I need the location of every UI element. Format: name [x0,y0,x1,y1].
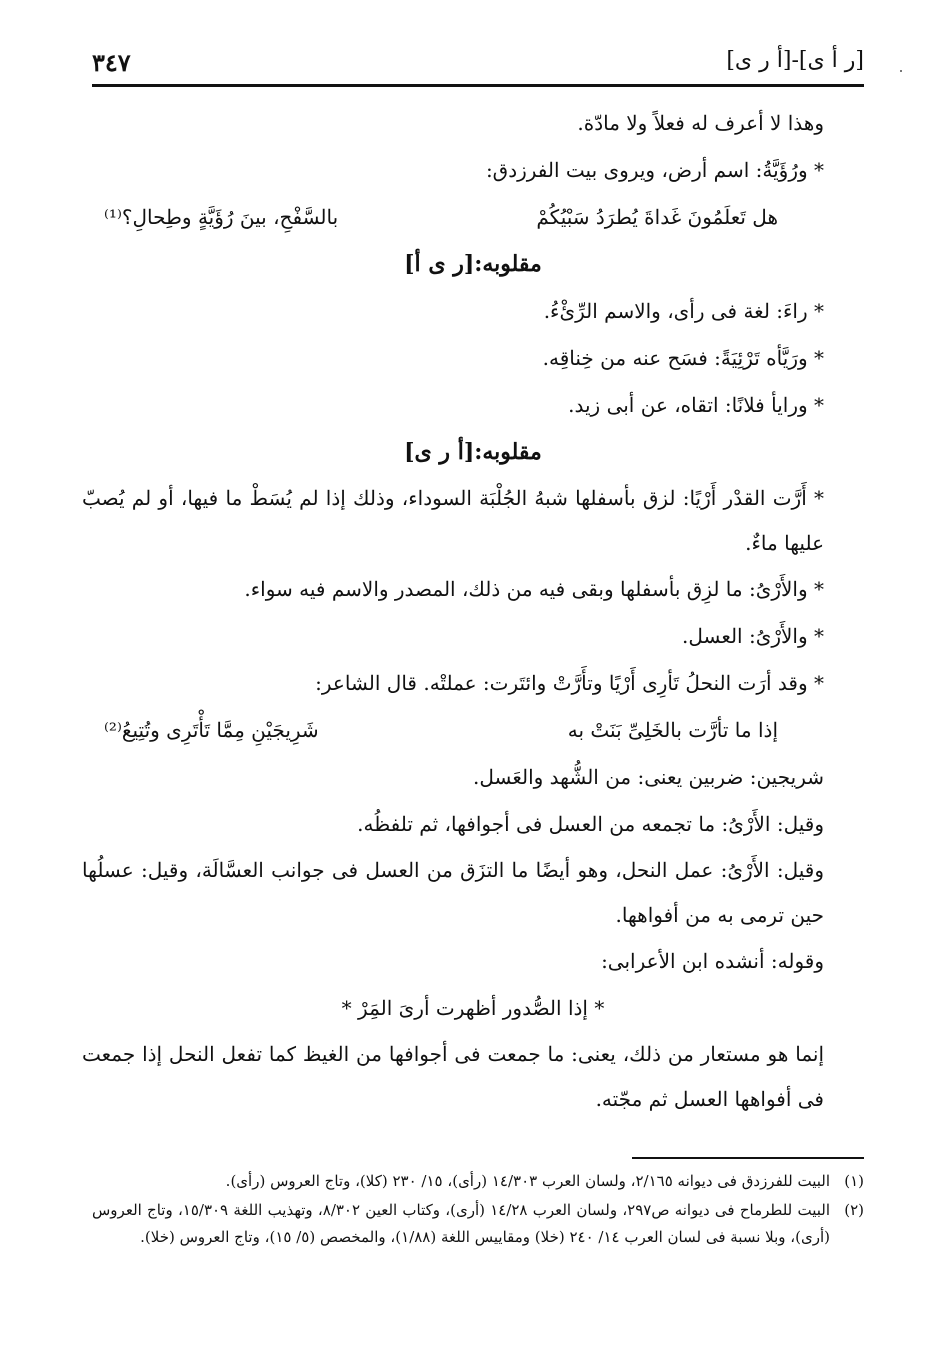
root-label: [ر أ ى]-[أ ر ى] [726,48,864,73]
entry-line: * ورُؤَيَّةُ: اسم أرض، ويروى بيت الفرزدق: [485,158,824,182]
footnote-number: (٢) [844,1201,864,1219]
poetry-verse [82,707,864,754]
entry-line: * وقد أرَت النحلُ تَأرِى أَرْيًا وتأَرَّتْ وائتَرت: عملتْه. قال الشاعر: [315,671,824,695]
text-line: شريجين: ضربين يعنى: من الشُّهد والعَسل. [472,765,824,789]
text-paragraph: وقيل: الأَرْىُ: عمل النحل، وهو أيضًا ما التزَق من العسل فى جوانب العسَّالَة، وقيل: عسلُها حين ترمى به من أفواهها. [82,858,824,927]
entry-line: * والأَرْىُ: ما لزِق بأسفلها وبقى فيه من ذلك، المصدر والاسم فيه سواء. [244,577,824,601]
footnote-number: (١) [844,1172,864,1190]
entry-line: * ورايأ فلانًا: اتقاه، عن أبى زيد. [568,393,824,417]
verse-second-hemistich: بالسَّفْحِ، بينَ رُؤَيَّةٍ وطِحالِ؟⁽¹⁾ [104,205,339,229]
verse-first-hemistich: إذا ما تأرَّت بالخَلِىِّ بَنَتْ به [567,718,778,742]
verse-first-hemistich: هل تَعلَمُونَ غَداةَ يُطرَدُ سَبْيُكُمْ [536,205,778,229]
poetry-verse [82,194,864,241]
text-paragraph: إنما هو مستعار من ذلك، يعنى: ما جمعت فى أجوافها من الغيظ كما تفعل النحل إذا جمعت فى أفواهها العسل ثم مجّته. [82,1042,824,1111]
entry-line: * والأَرْىُ: العسل. [681,624,824,648]
footnote [92,1197,864,1251]
page-header [92,48,864,82]
subheading: مقلوبه:[أ ر ى] [404,439,542,465]
footnote-rule [632,1157,864,1159]
entry-line: * ورَيَّأه تَرْئِيَةً: فسَح عنه من خِناقِه. [542,346,824,370]
entry-paragraph: * أَرَّت القدْر أَرْيًا: لزق بأسفلها شبهُ الجُلْبَة السوداء، وذلك إذا لم يُسَطْ ما فيها، أو لم يُصبّ عليها ماءٌ. [82,486,824,555]
entry-line: * راءَ: لغة فى رأى، والاسم الرِّئْءُ. [543,299,824,323]
footnote [92,1168,864,1195]
main-text [82,100,864,1122]
text-line: وقوله: أنشده ابن الأعرابى: [601,949,824,973]
subheading: مقلوبه:[ر ى أ] [404,251,542,277]
text-line: وهذا لا أعرف له فعلاً ولا مادّة. [577,111,824,135]
speck [900,70,902,72]
text-line: وقيل: الأَرْىُ: ما تجمعه من العسل فى أجوافها، ثم تلفظُه. [357,812,824,836]
footnote-text: البيت للطرماح فى ديوانه ص٢٩٧، ولسان العرب ١٤/٢٨ (أرى)، وكتاب العين ٨/٣٠٢، وتهذيب اللغة ١٥/٣٠٩، وتاج العروس (أرى)، وبلا نسبة فى لسان العرب ١٤/ ٢٤٠ (خلا) ومقاييس اللغة (١/٨٨)، والمخصص (٥/ ١٥)، وتاج العروس (خلا). [92,1201,830,1246]
quoted-verse: * إذا الصُّدور أظهرت أرىَ المَِرْ * [341,996,605,1020]
footnotes [92,1168,864,1253]
footnote-text: البيت للفرزدق فى ديوانه ٢/١٦٥، ولسان العرب ١٤/٣٠٣ (رأى)، ١٥/ ٢٣٠ (كلا)، وتاج العروس (رأى). [225,1172,830,1190]
header-rule [92,84,864,87]
page-number: ٣٤٧ [92,48,131,77]
verse-second-hemistich: شَرِيجَيْنِ مِمَّا تَأْتَرِى وتُتِيعُ⁽²⁾ [104,718,319,742]
